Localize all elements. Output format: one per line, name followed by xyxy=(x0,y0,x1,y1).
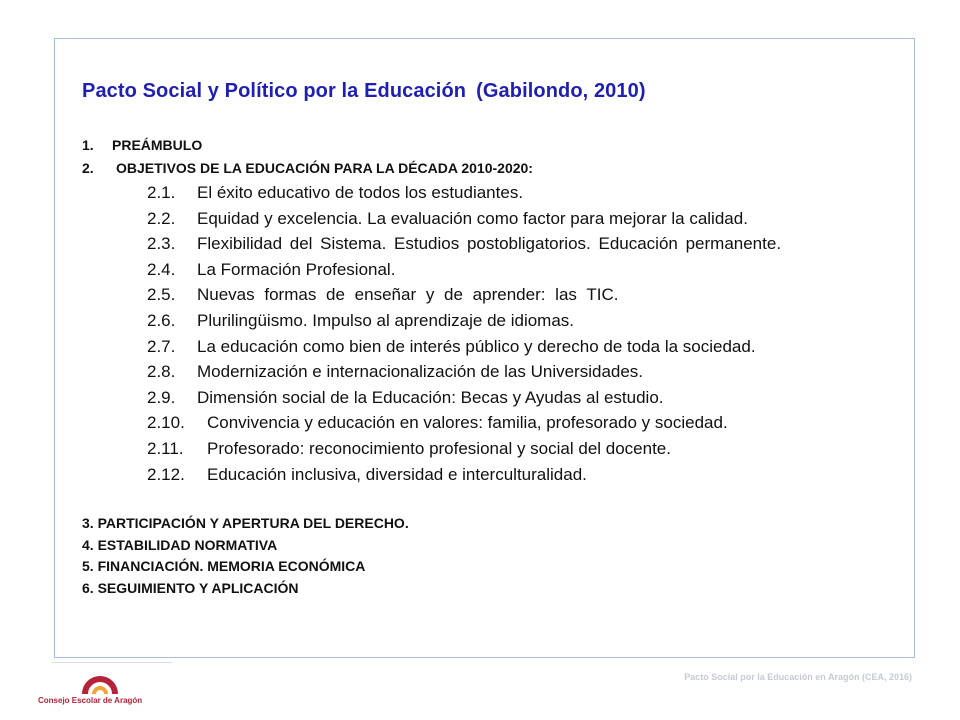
objective-text: La educación como bien de interés público y derecho de toda la sociedad. xyxy=(197,336,756,356)
logo-text: Consejo Escolar de Aragón xyxy=(38,696,143,705)
objective-text: Modernización e internacionalización de las Universidades. xyxy=(197,362,644,382)
objective-item xyxy=(147,231,781,257)
objective-text: Dimensión social de la Educación: Becas y Ayudas al estudio. xyxy=(197,387,664,407)
title-source: (Gabilondo, 2010) xyxy=(476,80,646,102)
objective-number: 2.7. xyxy=(147,336,176,356)
section-number: 2. xyxy=(82,160,94,176)
objective-item xyxy=(147,334,781,360)
objective-number: 2.6. xyxy=(147,310,176,330)
objective-text: Equidad y excelencia. La evaluación como factor para mejorar la calidad. xyxy=(197,208,748,228)
objective-item xyxy=(147,206,781,232)
closing-section: 5. FINANCIACIÓN. MEMORIA ECONÓMICA xyxy=(82,558,366,575)
objective-item xyxy=(147,436,781,462)
title-main: Pacto Social y Político por la Educación xyxy=(82,80,467,102)
objective-number: 2.2. xyxy=(147,208,176,228)
objective-number: 2.10. xyxy=(147,413,185,433)
objective-number: 2.3. xyxy=(147,234,176,254)
objective-item xyxy=(147,308,781,334)
section-objetivos xyxy=(82,160,533,176)
objective-number: 2.4. xyxy=(147,259,176,279)
objectives-list xyxy=(147,180,781,487)
section-label: OBJETIVOS DE LA EDUCACIÓN PARA LA DÉCADA 2010-2020: xyxy=(116,160,533,176)
objective-item xyxy=(147,410,781,436)
objective-text: El éxito educativo de todos los estudiantes. xyxy=(197,183,524,202)
slide-title xyxy=(82,80,646,103)
objective-number: 2.5. xyxy=(147,285,176,305)
objective-item xyxy=(147,257,781,283)
objective-number: 2.9. xyxy=(147,387,176,407)
objective-text: Profesorado: reconocimiento profesional y social del docente. xyxy=(207,438,671,458)
arch-logo-icon xyxy=(80,664,120,698)
objective-text: Convivencia y educación en valores: familia, profesorado y sociedad. xyxy=(207,413,728,433)
objective-number: 2.11. xyxy=(147,438,184,458)
objective-item xyxy=(147,462,781,488)
closing-section: 3. PARTICIPACIÓN Y APERTURA DEL DERECHO. xyxy=(82,515,409,531)
section-preambulo xyxy=(82,137,202,153)
footer-caption: Pacto Social por la Educación en Aragón (CEA, 2016) xyxy=(684,672,912,682)
objective-item xyxy=(147,180,781,206)
objective-text: Nuevas formas de enseñar y de aprender: las TIC. xyxy=(197,285,619,305)
logo-divider xyxy=(52,662,172,663)
objective-text: La Formación Profesional. xyxy=(197,259,396,279)
objective-item xyxy=(147,359,781,385)
objective-text: Educación inclusiva, diversidad e interculturalidad. xyxy=(207,464,587,484)
section-label: PREÁMBULO xyxy=(112,137,203,153)
objective-text: Plurilingüismo. Impulso al aprendizaje de idiomas. xyxy=(197,310,575,330)
closing-section: 4. ESTABILIDAD NORMATIVA xyxy=(82,536,278,553)
objective-number: 2.12. xyxy=(147,464,185,484)
objective-number: 2.8. xyxy=(147,362,176,382)
objective-item xyxy=(147,282,781,308)
objective-text: Flexibilidad del Sistema. Estudios postobligatorios. Educación permanente. xyxy=(197,234,782,254)
consejo-escolar-logo xyxy=(30,662,160,712)
closing-sections-list xyxy=(82,513,409,600)
closing-section: 6. SEGUIMIENTO Y APLICACIÓN xyxy=(82,580,299,597)
objective-item xyxy=(147,385,781,411)
objective-number: 2.1. xyxy=(147,183,176,202)
section-number: 1. xyxy=(82,137,94,153)
